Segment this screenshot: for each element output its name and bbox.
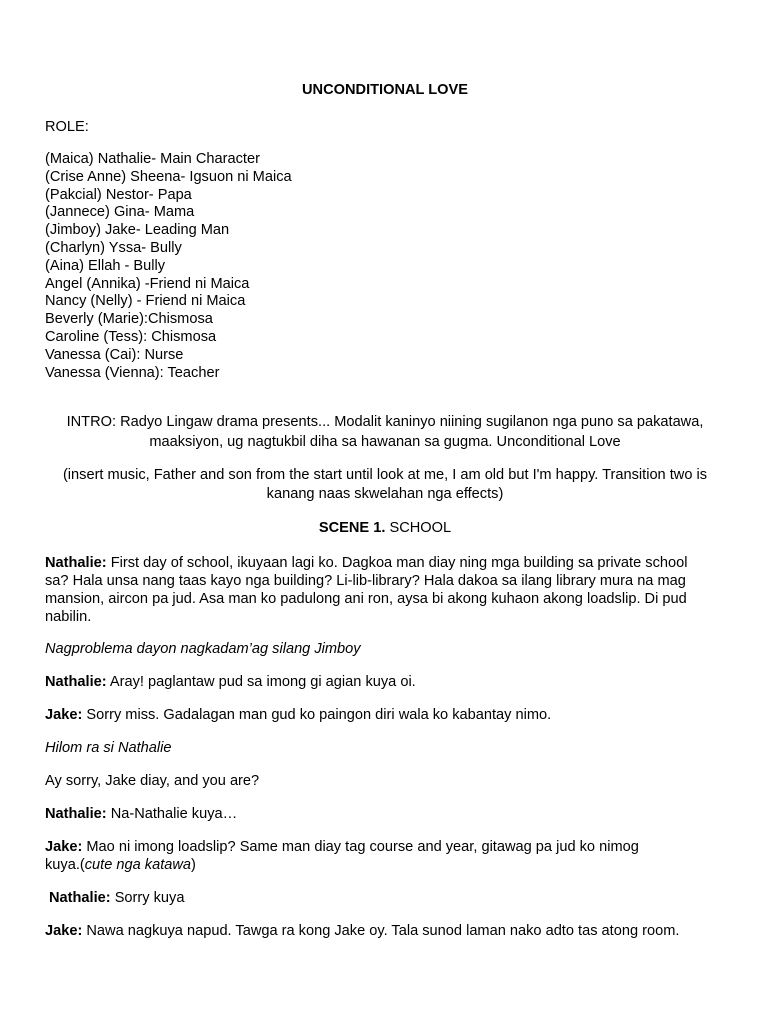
role-item: (Jimboy) Jake- Leading Man [45, 222, 230, 239]
music-note-paragraph [45, 466, 725, 504]
intro-line: maaksiyon, ug nagtukbil diha sa hawanan sa gugma. Unconditional Love [149, 434, 621, 451]
note-line: (insert music, Father and son from the start until look at me, I am old but I'm happy. Transition two is [62, 467, 708, 484]
stage-direction: Hilom ra si Nathalie [45, 740, 172, 757]
dialogue-text: Nawa nagkuya napud. Tawga ra kong Jake oy. Tala sunod laman nako adto tas atong room. [82, 923, 680, 940]
document-title: UNCONDITIONAL LOVE [302, 82, 468, 98]
dialogue-line [45, 922, 725, 940]
dialogue-text: Sorry miss. Gadalagan man gud ko paingon diri wala ko kabantay nimo. [82, 707, 552, 724]
dialogue-text: sa? Hala unsa nang taas kayo nga building? Li-lib-library? Hala dakoa sa ilang library mura na mag [45, 573, 686, 590]
note-line: kanang naas skwelahan nga effects) [266, 486, 504, 503]
speaker-name: Jake: [45, 707, 83, 724]
scene-place: SCHOOL [385, 520, 452, 537]
role-item: (Aina) Ellah - Bully [45, 257, 166, 274]
speaker-name: Nathalie: [49, 890, 111, 907]
dialogue-text: Sorry kuya [110, 890, 185, 907]
speaker-name: Nathalie: [45, 555, 107, 572]
role-heading: ROLE: [45, 119, 89, 135]
dialogue-line [45, 838, 725, 874]
speaker-name: Jake: [45, 839, 83, 856]
dialogue-text: nabilin. [45, 609, 92, 626]
role-list [45, 151, 725, 382]
dialogue-line [45, 554, 725, 626]
role-item: (Maica) Nathalie- Main Character [45, 151, 260, 167]
dialogue-text: kuya.( [45, 857, 85, 874]
dialogue-line [45, 706, 725, 724]
stage-direction: Nagproblema dayon nagkadam’ag silang Jimboy [45, 641, 361, 658]
scene-heading [45, 518, 725, 538]
role-item: Angel (Annika) -Friend ni Maica [45, 275, 250, 292]
dialogue-line [45, 673, 725, 691]
dialogue-text: First day of school, ikuyaan lagi ko. Dagkoa man diay ning mga building sa private school [106, 555, 688, 572]
dialogue-text: ) [191, 857, 196, 874]
dialogue-text: Aray! paglantaw pud sa imong gi agian kuya oi. [106, 674, 416, 691]
role-item: (Pakcial) Nestor- Papa [45, 186, 192, 203]
intro-line: INTRO: Radyo Lingaw drama presents... Modalit kaninyo niining sugilanon nga puno sa pakatawa, [66, 414, 704, 431]
speaker-name: Jake: [45, 923, 83, 940]
dialogue-line [45, 805, 725, 823]
scene-label: SCENE 1. [318, 520, 386, 537]
dialogue-line: Ay sorry, Jake diay, and you are? [45, 773, 260, 790]
role-item: Caroline (Tess): Chismosa [45, 328, 217, 345]
intro-paragraph [45, 412, 725, 452]
role-item: (Jannece) Gina- Mama [45, 204, 195, 221]
role-item: Vanessa (Cai): Nurse [45, 346, 184, 363]
dialogue-text: Na-Nathalie kuya… [106, 806, 238, 823]
stage-direction-inline: cute nga katawa [84, 857, 192, 874]
document-content [45, 81, 725, 940]
dialogue-text: Mao ni imong loadslip? Same man diay tag course and year, gitawag pa jud ko nimog [82, 839, 639, 856]
dialogue-text: mansion, aircon pa jud. Asa man ko padulong ani ron, aysa bi akong kuhaon akong loadslip. Di pud [45, 591, 687, 608]
speaker-name: Nathalie: [45, 674, 107, 691]
dialogue-line [45, 889, 725, 907]
role-item: Beverly (Marie):Chismosa [45, 311, 213, 328]
speaker-name: Nathalie: [45, 806, 107, 823]
role-item: Vanessa (Vienna): Teacher [45, 364, 220, 381]
role-item: (Charlyn) Yssa- Bully [45, 239, 182, 256]
role-item: (Crise Anne) Sheena- Igsuon ni Maica [45, 168, 292, 185]
role-item: Nancy (Nelly) - Friend ni Maica [45, 293, 246, 310]
